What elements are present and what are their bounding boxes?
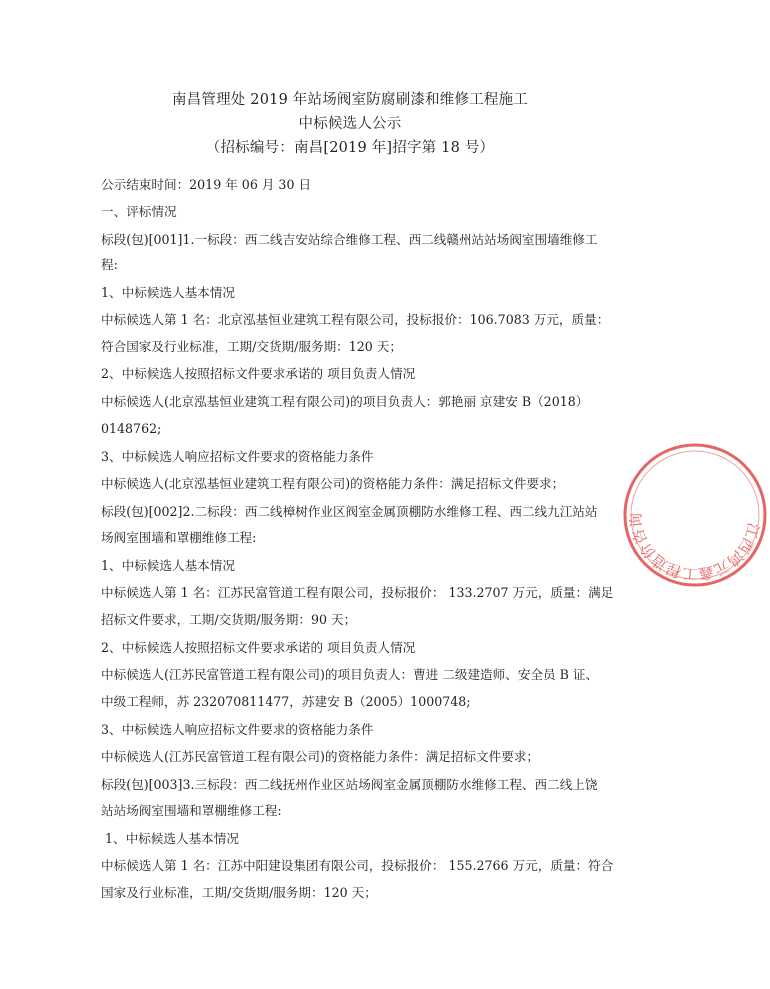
lot-1-manager-cont: 0148762; (101, 421, 162, 436)
lot-2-manager-heading: 2、中标候选人按照招标文件要求承诺的 项目负责人情况 (101, 640, 416, 655)
lot-1-heading: 标段(包)[001]1.一标段：西二线吉安站综合维修工程、西二线赣州站站场阀室围墙维修工 (101, 232, 598, 247)
lot-2-candidate: 中标候选人第 1 名：江苏民富管道工程有限公司，投标报价： 133.2707 万元，质量：满足 (101, 585, 614, 600)
lot-1-candidate-heading: 1、中标候选人基本情况 (101, 285, 235, 300)
lot-1-manager-heading: 2、中标候选人按照招标文件要求承诺的 项目负责人情况 (101, 366, 416, 381)
lot-2-candidate-heading: 1、中标候选人基本情况 (101, 558, 235, 573)
svg-text:江西鸿元鑫工程造价咨询: 江西鸿元鑫工程造价咨询 (626, 512, 763, 584)
lot-1-manager: 中标候选人(北京泓基恒业建筑工程有限公司)的项目负责人：郭艳丽 京建安 B（2018） (101, 394, 589, 409)
lot-2-candidate-cont: 招标文件要求，工期/交货期/服务期：90 天； (101, 612, 357, 627)
publicity-end-date: 公示结束时间：2019 年 06 月 30 日 (101, 177, 312, 192)
lot-2-heading-cont: 场阀室围墙和罩棚维修工程: (101, 530, 257, 545)
section-heading: 一、评标情况 (101, 204, 177, 219)
lot-1-heading-cont: 程: (101, 257, 118, 272)
lot-1-qualification-heading: 3、中标候选人响应招标文件要求的资格能力条件 (101, 449, 374, 464)
lot-3-heading-cont: 站站场阀室围墙和罩棚维修工程: (101, 803, 282, 818)
document-title: 南昌管理处 2019 年站场阀室防腐刷漆和维修工程施工 (171, 92, 529, 108)
document-subtitle: 中标候选人公示 (298, 116, 402, 132)
lot-3-candidate-heading: 1、中标候选人基本情况 (105, 831, 239, 846)
lot-2-manager: 中标候选人(江苏民富管道工程有限公司)的项目负责人：曹进 二级建造师、安全员 B 证、 (101, 667, 599, 682)
lot-3-heading: 标段(包)[003]3.三标段：西二线抚州作业区站场阀室金属顶棚防水维修工程、西二线上饶 (101, 777, 598, 792)
official-seal-stamp (620, 440, 770, 590)
lot-2-qualification-heading: 3、中标候选人响应招标文件要求的资格能力条件 (101, 722, 374, 737)
lot-2-manager-cont: 中级工程师，苏 232070811477，苏建安 B（2005）1000748; (101, 694, 471, 709)
tender-number: （招标编号：南昌[2019 年]招字第 18 号） (205, 140, 495, 156)
lot-1-candidate: 中标候选人第 1 名：北京泓基恒业建筑工程有限公司，投标报价：106.7083 万元，质量： (101, 312, 610, 327)
lot-1-candidate-cont: 符合国家及行业标准，工期/交货期/服务期：120 天； (101, 339, 402, 354)
lot-3-candidate-cont: 国家及行业标准，工期/交货期/服务期：120 天； (101, 885, 377, 900)
lot-3-candidate: 中标候选人第 1 名：江苏中阳建设集团有限公司，投标报价： 155.2766 万元，质量：符合 (101, 858, 614, 873)
lot-1-qualification: 中标候选人(北京泓基恒业建筑工程有限公司)的资格能力条件：满足招标文件要求； (101, 476, 565, 491)
lot-2-heading: 标段(包)[002]2.二标段：西二线樟树作业区阀室金属顶棚防水维修工程、西二线九江站站 (101, 504, 598, 519)
lot-2-qualification: 中标候选人(江苏民富管道工程有限公司)的资格能力条件：满足招标文件要求； (101, 749, 540, 764)
